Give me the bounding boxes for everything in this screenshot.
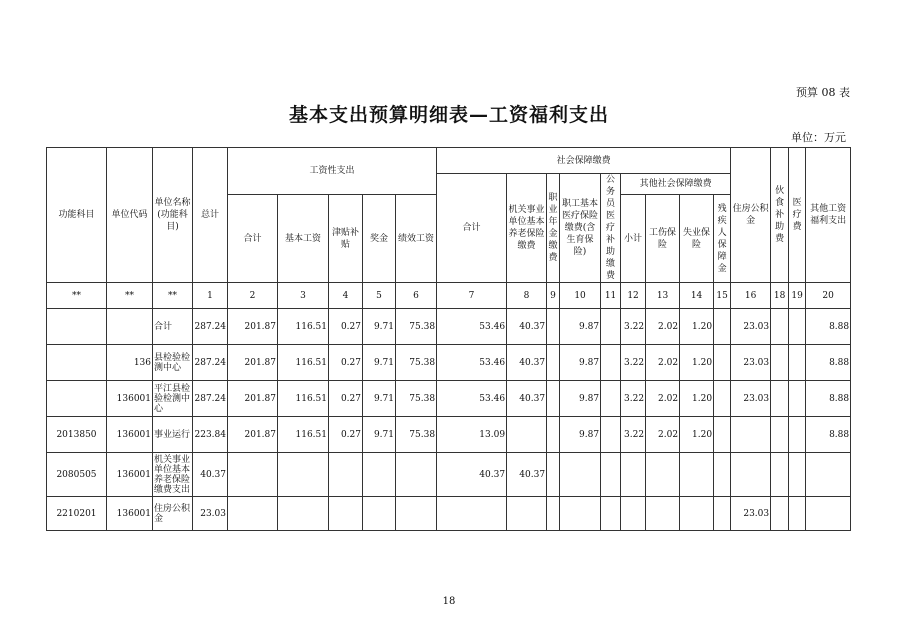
table-cell: [646, 453, 680, 497]
column-index-cell: 20: [806, 283, 851, 309]
column-index-cell: **: [153, 283, 193, 309]
row-name-cell: 机关事业单位基本养老保险缴费支出: [153, 453, 193, 497]
table-cell: [806, 453, 851, 497]
header-basic: 基本工资: [278, 195, 329, 283]
table-cell: 75.38: [396, 345, 437, 381]
table-cell: 9.87: [560, 417, 601, 453]
table-cell: 75.38: [396, 381, 437, 417]
table-cell: [601, 497, 621, 531]
header-other-welfare: 其他工资福利支出: [806, 148, 851, 283]
table-cell: [714, 497, 731, 531]
table-cell: [228, 497, 278, 531]
table-cell: [228, 453, 278, 497]
table-cell: 201.87: [228, 417, 278, 453]
header-social-group: 社会保障缴费: [437, 148, 731, 174]
column-index-cell: 4: [329, 283, 363, 309]
table-cell: [601, 345, 621, 381]
table-cell: 201.87: [228, 381, 278, 417]
table-cell: 40.37: [507, 453, 547, 497]
column-index-cell: 2: [228, 283, 278, 309]
table-cell: 53.46: [437, 345, 507, 381]
table-cell: [329, 453, 363, 497]
table-cell: [680, 453, 714, 497]
table-cell: [47, 345, 107, 381]
table-cell: [396, 453, 437, 497]
header-bonus: 奖金: [363, 195, 396, 283]
table-row: [47, 453, 851, 497]
table-cell: [714, 345, 731, 381]
table-cell: [47, 309, 107, 345]
table-cell: 23.03: [731, 381, 771, 417]
table-cell: 2.02: [646, 381, 680, 417]
table-cell: 287.24: [193, 381, 228, 417]
table-cell: 201.87: [228, 345, 278, 381]
table-cell: [547, 497, 560, 531]
column-index-cell: 14: [680, 283, 714, 309]
table-cell: 0.27: [329, 381, 363, 417]
table-cell: [278, 453, 329, 497]
table-cell: 0.27: [329, 309, 363, 345]
table-cell: 116.51: [278, 309, 329, 345]
table-cell: 23.03: [731, 497, 771, 531]
table-cell: 9.87: [560, 345, 601, 381]
table-cell: 23.03: [193, 497, 228, 531]
table-cell: 2.02: [646, 345, 680, 381]
column-index-cell: **: [47, 283, 107, 309]
table-cell: [731, 453, 771, 497]
table-cell: 9.87: [560, 309, 601, 345]
table-cell: 287.24: [193, 345, 228, 381]
table-cell: 8.88: [806, 345, 851, 381]
column-index-cell: 8: [507, 283, 547, 309]
table-cell: [601, 381, 621, 417]
table-cell: 40.37: [193, 453, 228, 497]
header-disabled: 残疾人保障金: [714, 195, 731, 283]
table-cell: 0.27: [329, 345, 363, 381]
table-cell: [601, 417, 621, 453]
table-cell: [789, 453, 806, 497]
table-cell: [621, 453, 646, 497]
table-cell: 1.20: [680, 345, 714, 381]
table-cell: [789, 497, 806, 531]
table-cell: 1.20: [680, 417, 714, 453]
table-cell: [714, 381, 731, 417]
table-cell: 40.37: [507, 381, 547, 417]
table-cell: 23.03: [731, 309, 771, 345]
row-name-cell: 事业运行: [153, 417, 193, 453]
header-social-sum: 合计: [437, 174, 507, 283]
table-cell: [789, 381, 806, 417]
header-medical: 职工基本医疗保险缴费(含生育保险): [560, 174, 601, 283]
table-cell: [789, 309, 806, 345]
table-cell: [771, 381, 789, 417]
column-index-cell: 7: [437, 283, 507, 309]
table-cell: 9.71: [363, 417, 396, 453]
table-row: [47, 309, 851, 345]
table-cell: [507, 497, 547, 531]
header-code: 单位代码: [107, 148, 153, 283]
table-cell: 0.27: [329, 417, 363, 453]
table-cell: 53.46: [437, 381, 507, 417]
table-cell: 13.09: [437, 417, 507, 453]
table-cell: [547, 417, 560, 453]
header-meal: 伙食补助费: [771, 148, 789, 283]
table-cell: 9.71: [363, 381, 396, 417]
form-number: 预算 08 表: [796, 86, 850, 99]
table-cell: 136001: [107, 381, 153, 417]
column-index-row: [47, 283, 851, 309]
page-title: 基本支出预算明细表—工资福利支出: [288, 104, 609, 126]
table-cell: [396, 497, 437, 531]
column-index-cell: 15: [714, 283, 731, 309]
column-index-cell: 13: [646, 283, 680, 309]
table-cell: [437, 497, 507, 531]
table-cell: [714, 417, 731, 453]
table-cell: 2210201: [47, 497, 107, 531]
header-housing: 住房公积金: [731, 148, 771, 283]
table-cell: 2.02: [646, 309, 680, 345]
table-cell: 23.03: [731, 345, 771, 381]
column-index-cell: 16: [731, 283, 771, 309]
page-number: 18: [442, 596, 456, 607]
unit-label: 单位：万元: [791, 131, 846, 144]
table-cell: [547, 453, 560, 497]
header-wage-group: 工资性支出: [228, 148, 437, 195]
table-cell: [646, 497, 680, 531]
table-cell: [560, 453, 601, 497]
table-cell: 8.88: [806, 417, 851, 453]
table-cell: [329, 497, 363, 531]
table-cell: 136001: [107, 453, 153, 497]
table-cell: 3.22: [621, 345, 646, 381]
row-name-cell: 合计: [153, 309, 193, 345]
header-func: 功能科目: [47, 148, 107, 283]
table-cell: 3.22: [621, 381, 646, 417]
table-cell: [363, 497, 396, 531]
table-cell: [714, 309, 731, 345]
column-index-cell: 3: [278, 283, 329, 309]
table-cell: 287.24: [193, 309, 228, 345]
table-cell: 8.88: [806, 309, 851, 345]
table-cell: [680, 497, 714, 531]
table-cell: [771, 309, 789, 345]
table-cell: 40.37: [507, 309, 547, 345]
table-cell: [771, 345, 789, 381]
table-cell: [107, 309, 153, 345]
table-cell: 8.88: [806, 381, 851, 417]
header-allowance: 津贴补贴: [329, 195, 363, 283]
column-index-cell: 1: [193, 283, 228, 309]
table-cell: 75.38: [396, 309, 437, 345]
table-cell: 9.87: [560, 381, 601, 417]
table-cell: [560, 497, 601, 531]
table-cell: 223.84: [193, 417, 228, 453]
header-name: 单位名称(功能科目): [153, 148, 193, 283]
table-cell: [547, 381, 560, 417]
table-cell: 136001: [107, 417, 153, 453]
table-cell: 9.71: [363, 309, 396, 345]
table-cell: [806, 497, 851, 531]
table-cell: [547, 309, 560, 345]
table-cell: [507, 417, 547, 453]
table-cell: [731, 417, 771, 453]
column-index-cell: 9: [547, 283, 560, 309]
header-wage-sum: 合计: [228, 195, 278, 283]
column-index-cell: 18: [771, 283, 789, 309]
header-unemploy: 失业保险: [680, 195, 714, 283]
header-other-group: 其他社会保障缴费: [621, 174, 731, 195]
table-cell: 53.46: [437, 309, 507, 345]
column-index-cell: 12: [621, 283, 646, 309]
header-civil-medical: 公务员医疗补助缴费: [601, 174, 621, 283]
header-pension: 机关事业单位基本养老保险缴费: [507, 174, 547, 283]
header-other-sum: 小计: [621, 195, 646, 283]
table-cell: [363, 453, 396, 497]
table-cell: 3.22: [621, 417, 646, 453]
column-index-cell: **: [107, 283, 153, 309]
table-cell: 2.02: [646, 417, 680, 453]
table-cell: 116.51: [278, 345, 329, 381]
table-cell: 3.22: [621, 309, 646, 345]
table-cell: [771, 417, 789, 453]
column-index-cell: 10: [560, 283, 601, 309]
header-total: 总计: [193, 148, 228, 283]
table-cell: 136: [107, 345, 153, 381]
row-name-cell: 住房公积金: [153, 497, 193, 531]
table-cell: [789, 417, 806, 453]
table-cell: [601, 453, 621, 497]
table-cell: 136001: [107, 497, 153, 531]
table-cell: [771, 453, 789, 497]
table-cell: 40.37: [437, 453, 507, 497]
header-med-fee: 医疗费: [789, 148, 806, 283]
header-annuity: 职业年金缴费: [547, 174, 560, 283]
table-cell: 201.87: [228, 309, 278, 345]
table-row: [47, 381, 851, 417]
table-cell: [621, 497, 646, 531]
table-row: [47, 417, 851, 453]
column-index-cell: 5: [363, 283, 396, 309]
table-cell: [771, 497, 789, 531]
table-cell: 116.51: [278, 417, 329, 453]
table-cell: 1.20: [680, 381, 714, 417]
table-row: [47, 345, 851, 381]
column-index-cell: 19: [789, 283, 806, 309]
table-cell: 1.20: [680, 309, 714, 345]
row-name-cell: 平江县检验检测中心: [153, 381, 193, 417]
budget-table: [46, 147, 851, 531]
table-cell: 2080505: [47, 453, 107, 497]
table-cell: [601, 309, 621, 345]
row-name-cell: 县检验检测中心: [153, 345, 193, 381]
table-cell: 9.71: [363, 345, 396, 381]
table-cell: [47, 381, 107, 417]
table-cell: 40.37: [507, 345, 547, 381]
table-cell: [547, 345, 560, 381]
table-cell: 75.38: [396, 417, 437, 453]
table-cell: [789, 345, 806, 381]
header-injury: 工伤保险: [646, 195, 680, 283]
header-perf: 绩效工资: [396, 195, 437, 283]
column-index-cell: 6: [396, 283, 437, 309]
column-index-cell: 11: [601, 283, 621, 309]
table-cell: [278, 497, 329, 531]
table-row: [47, 497, 851, 531]
table-cell: 2013850: [47, 417, 107, 453]
table-cell: 116.51: [278, 381, 329, 417]
table-cell: [714, 453, 731, 497]
